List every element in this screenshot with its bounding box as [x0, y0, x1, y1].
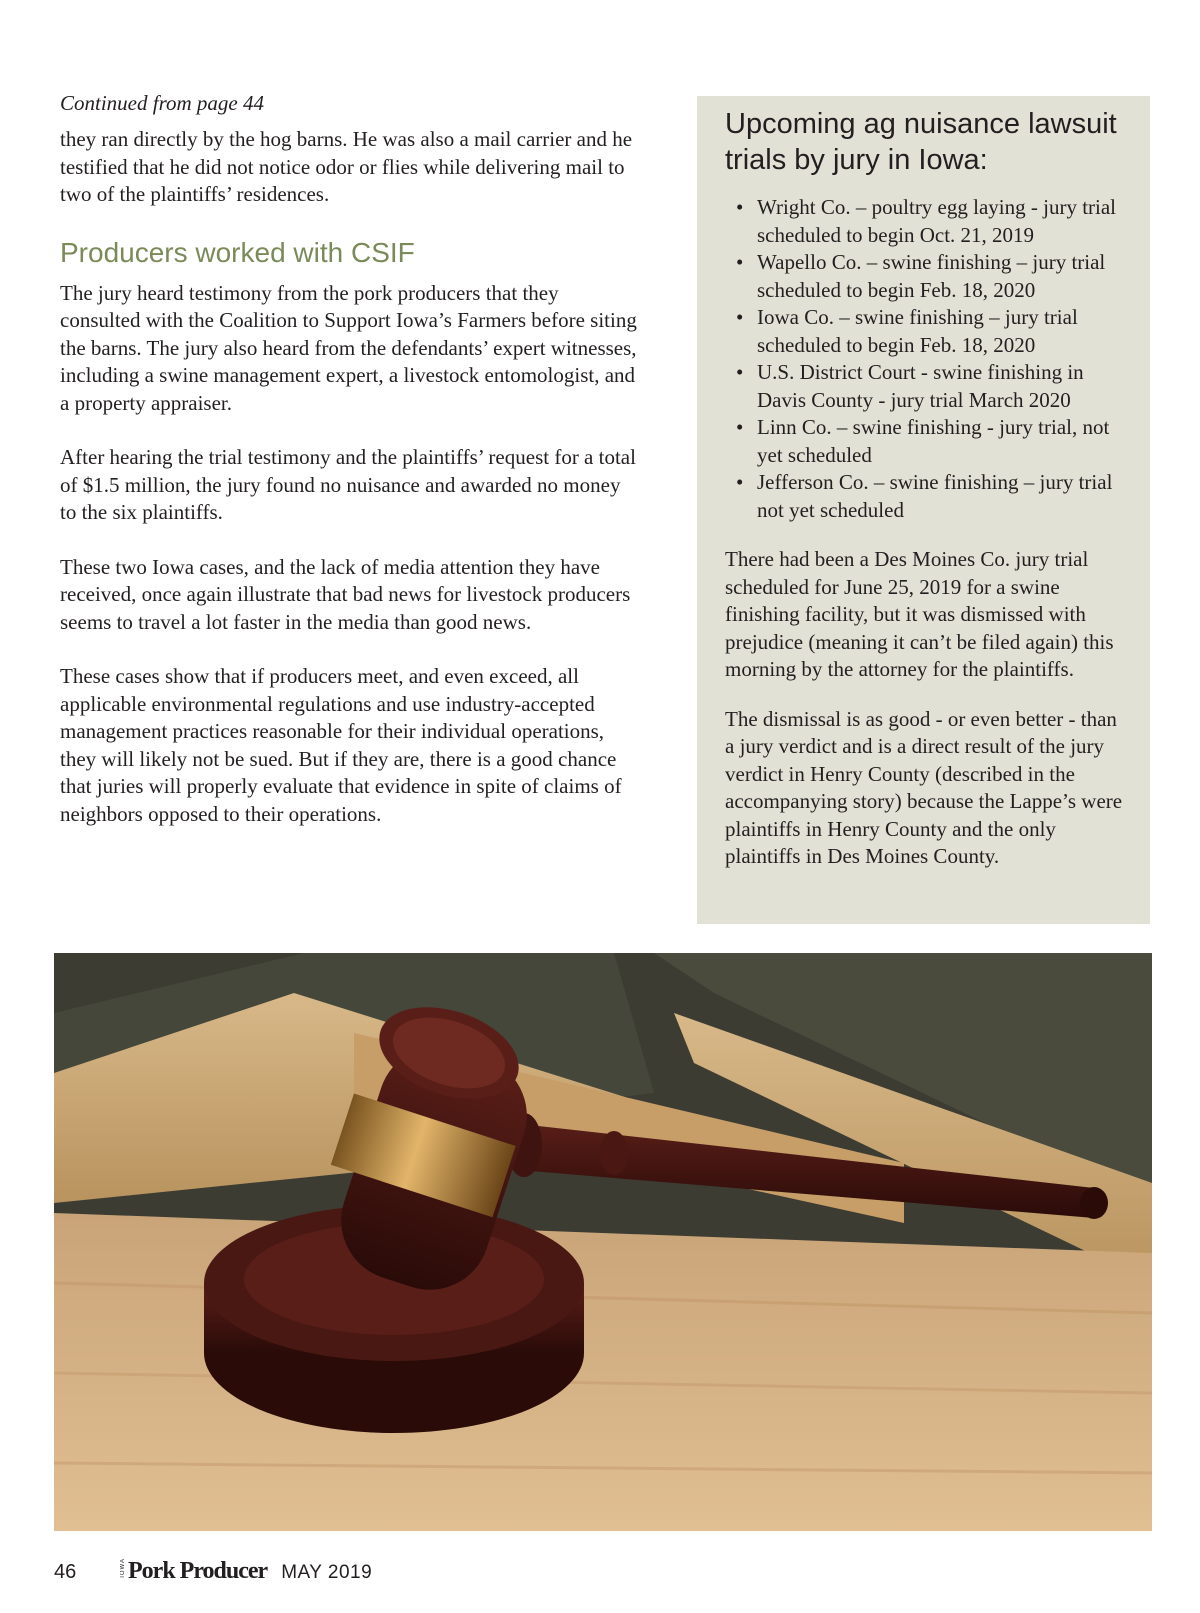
list-item	[731, 304, 1126, 359]
list-item	[731, 249, 1126, 304]
page-footer	[54, 1558, 372, 1588]
list-item-text: Wapello Co. – swine finishing – jury trial scheduled to begin Feb. 18, 2020	[757, 250, 1106, 302]
continued-line: Continued from page 44	[60, 91, 264, 115]
sidebar-paragraph-2: The dismissal is as good - or even better - than a jury verdict and is a direct result of the jury verdict in Henry County (described in the accompanying story) because the Lappe’s were plaintiffs in Henry County and the only plaintiffs in Des Moines County.	[725, 706, 1123, 868]
bullet-icon: •	[736, 195, 744, 219]
article-paragraph-2: The jury heard testimony from the pork producers that they consulted with the Coalition to Support Iowa’s Farmers before siting the barns. The jury also heard from the defendants’ expert witnesses, including a swine management expert, a livestock entomologist, and a property appraiser.	[60, 280, 637, 415]
article-paragraph-5: These cases show that if producers meet, and even exceed, all applicable environmental regulations and use industry-accepted management practices reasonable for their individual operations, they will likely not be sued. But if they are, there is a good chance that juries will properly evaluate that evidence in spite of claims of neighbors opposed to their operations.	[60, 664, 622, 826]
sidebar-paragraph-1: There had been a Des Moines Co. jury trial scheduled for June 25, 2019 for a swine finishing facility, but it was dismissed with prejudice (meaning it can’t be filed again) this morning by the attorney for the plaintiffs.	[725, 547, 1114, 681]
list-item-text: Iowa Co. – swine finishing – jury trial scheduled to begin Feb. 18, 2020	[757, 305, 1078, 357]
page-number: 46	[54, 1561, 77, 1583]
gavel-photo	[54, 953, 1152, 1531]
article-subhead: Producers worked with CSIF	[60, 236, 415, 268]
bullet-icon: •	[736, 415, 744, 439]
bullet-icon: •	[736, 470, 744, 494]
gavel-illustration	[54, 953, 1152, 1531]
issue-date: MAY 2019	[281, 1562, 373, 1583]
article-paragraph-3: After hearing the trial testimony and the plaintiffs’ request for a total of $1.5 million, the jury found no nuisance and awarded no money to the six plaintiffs.	[60, 445, 636, 524]
trial-list	[725, 194, 1126, 524]
list-item	[731, 194, 1126, 249]
list-item	[731, 359, 1126, 414]
article-paragraph-1: they ran directly by the hog barns. He was also a mail carrier and he testified that he did not notice odor or flies while delivering mail to two of the plaintiffs’ residences.	[60, 127, 633, 206]
list-item-text: Wright Co. – poultry egg laying - jury trial scheduled to begin Oct. 21, 2019	[757, 195, 1117, 247]
article-paragraph-4: These two Iowa cases, and the lack of media attention they have received, once again illustrate that bad news for livestock producers seems to travel a lot faster in the media than good news.	[60, 554, 631, 634]
publication-name: Pork Producer	[128, 1558, 268, 1584]
sidebar-title: Upcoming ag nuisance lawsuit trials by jury in Iowa:	[725, 108, 1117, 176]
brand-prefix: IOWA	[120, 1558, 126, 1578]
bullet-icon: •	[736, 250, 744, 274]
list-item	[731, 414, 1126, 469]
list-item-text: Jefferson Co. – swine finishing – jury trial not yet scheduled	[757, 470, 1113, 522]
list-item	[731, 469, 1126, 524]
list-item-text: U.S. District Court - swine finishing in Davis County - jury trial March 2020	[757, 360, 1084, 412]
bullet-icon: •	[736, 360, 744, 384]
sidebar-box	[697, 96, 1150, 924]
list-item-text: Linn Co. – swine finishing - jury trial, not yet scheduled	[757, 415, 1110, 467]
article-column	[60, 88, 642, 855]
bullet-icon: •	[736, 305, 744, 329]
